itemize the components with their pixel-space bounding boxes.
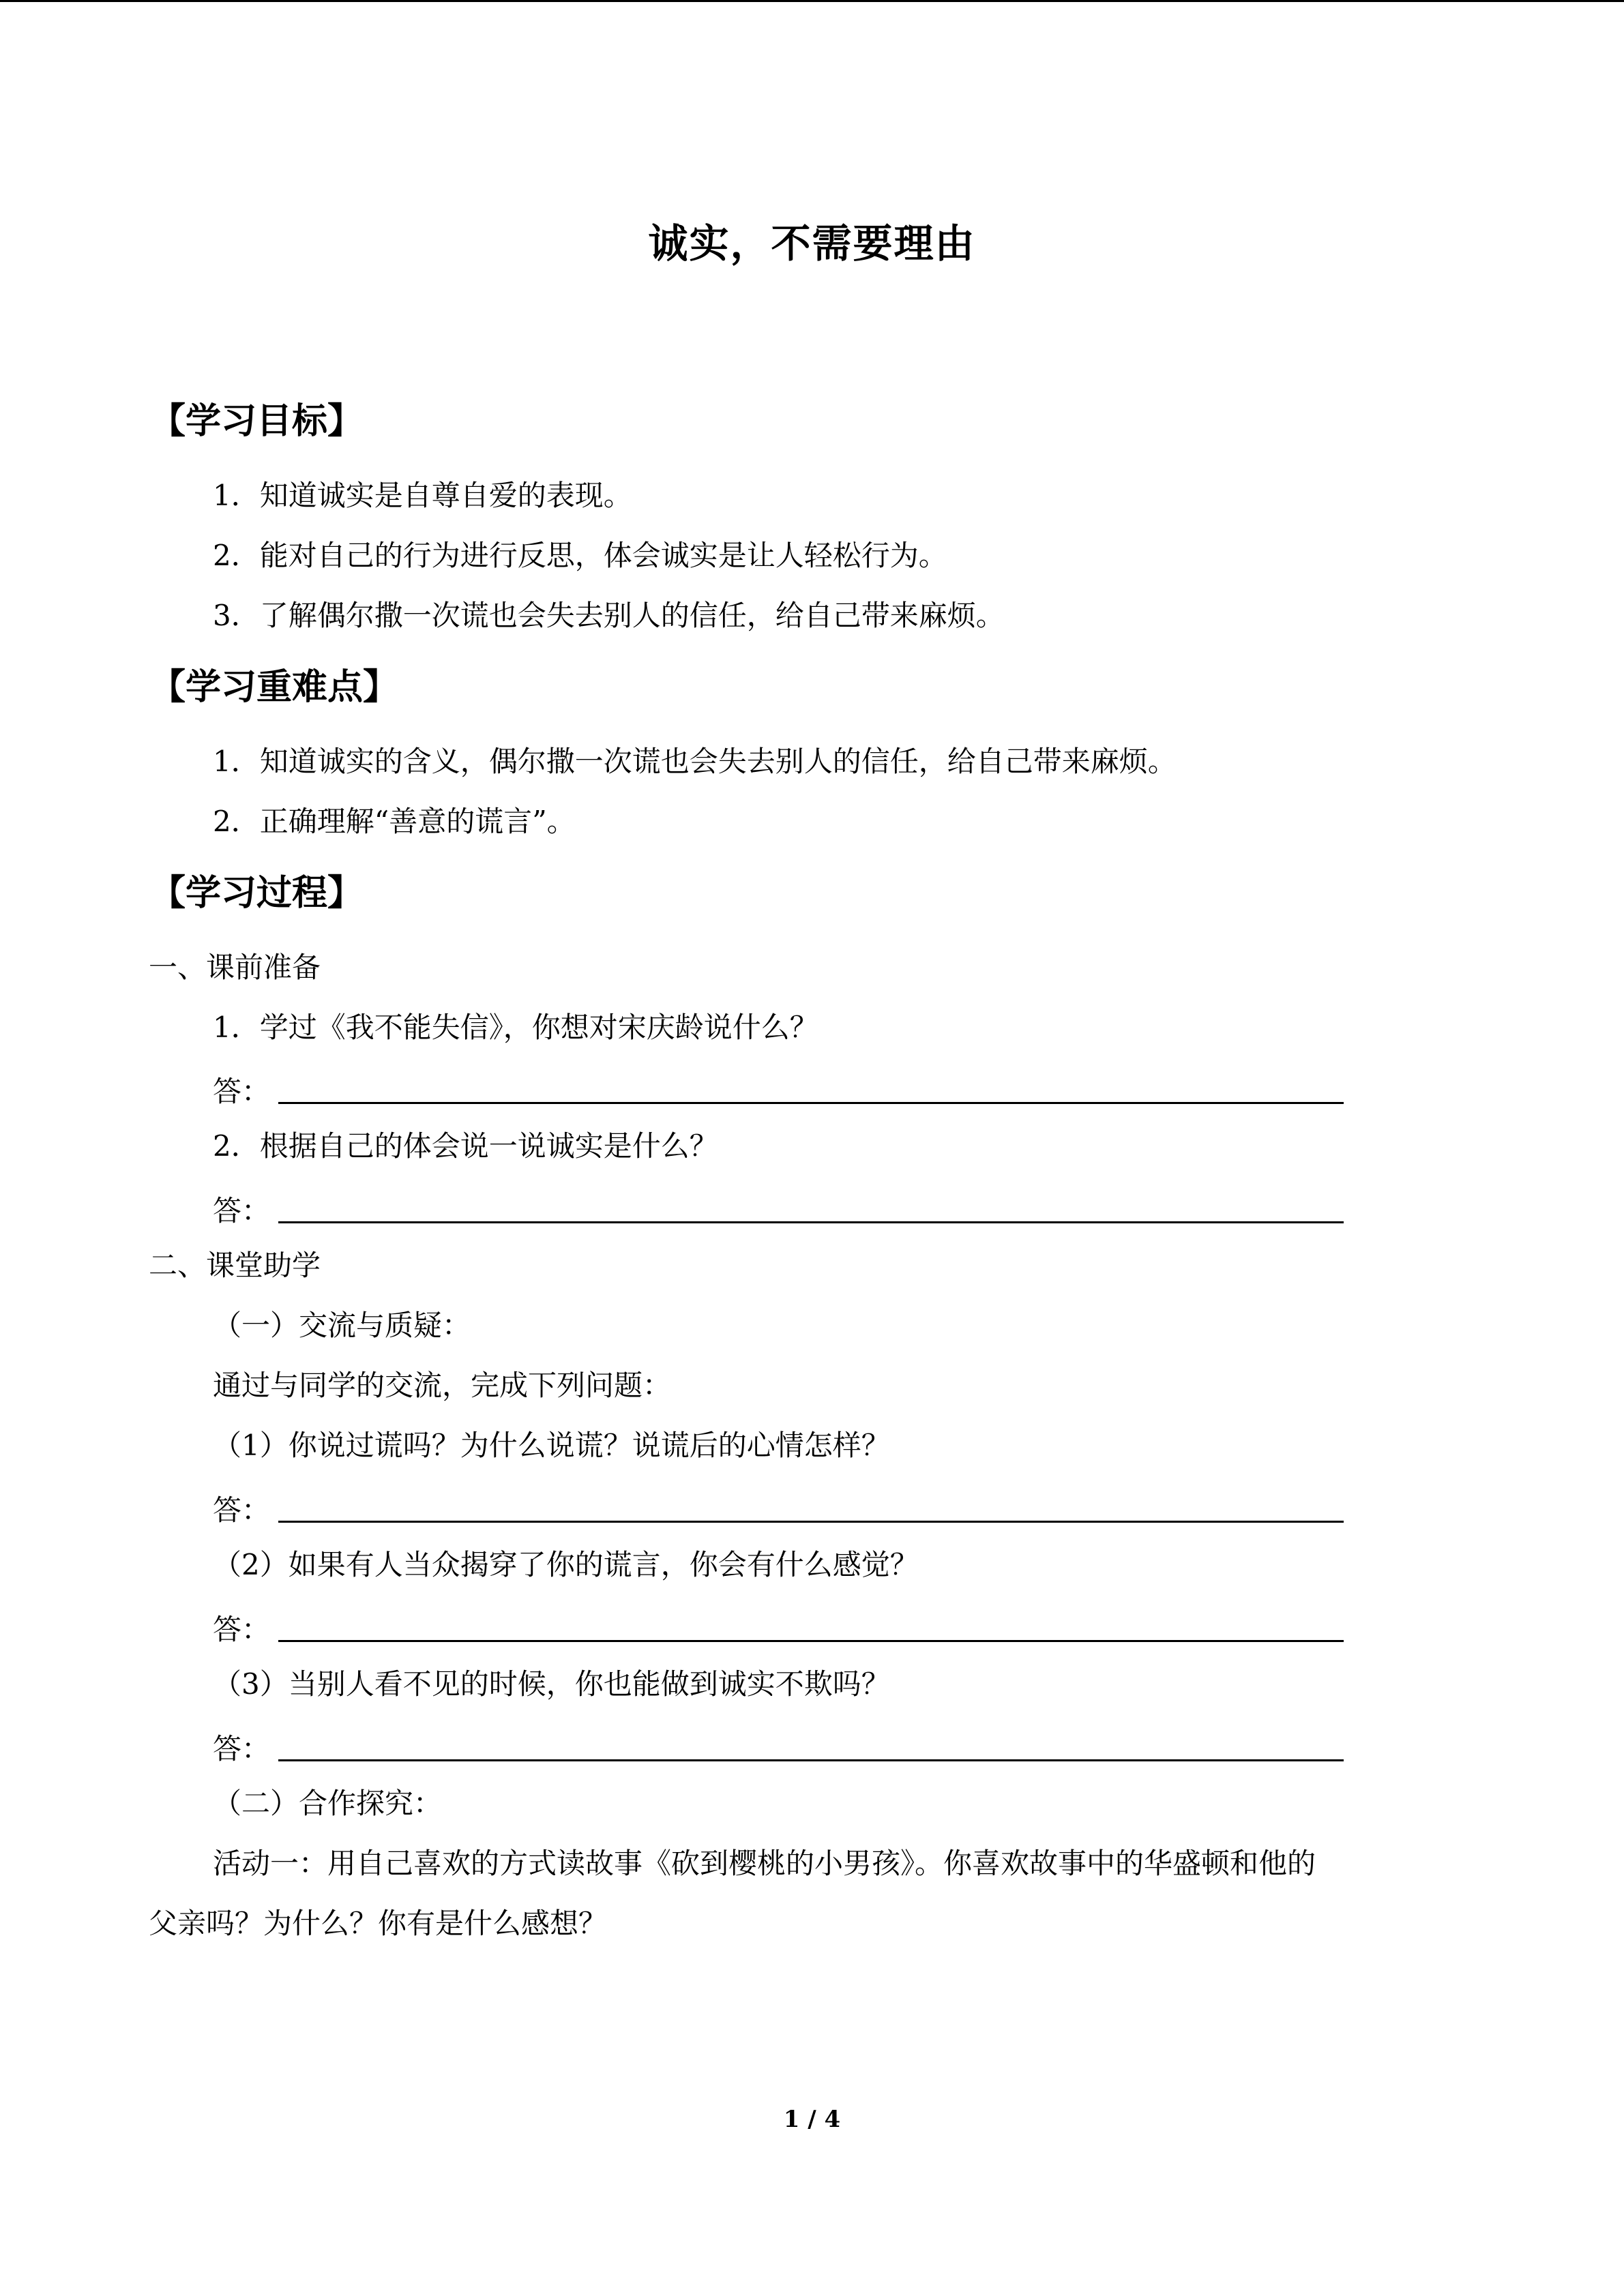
section-heading-goals: 【学习目标】 (150, 401, 364, 442)
section-heading-key-points: 【学习重难点】 (150, 667, 399, 708)
goal-item: 1．知道诚实是自尊自爱的表现。 (213, 479, 632, 512)
answer-row (213, 1189, 1345, 1227)
answer-blank[interactable] (278, 1221, 1344, 1223)
answer-row (213, 1727, 1345, 1765)
answer-row (213, 1607, 1345, 1645)
key-point-item: 2．正确理解“善意的谎言”。 (213, 805, 576, 838)
answer-label: 答： (213, 1194, 271, 1227)
part-title-preparation: 一、课前准备 (149, 951, 321, 984)
section-heading-process: 【学习过程】 (150, 873, 364, 914)
instruction: 通过与同学的交流，完成下列问题： (213, 1369, 672, 1402)
answer-blank[interactable] (278, 1102, 1344, 1104)
activity-text: 活动一：用自己喜欢的方式读故事《砍到樱桃的小男孩》。你喜欢故事中的华盛顿和他的 (213, 1847, 1316, 1880)
answer-blank[interactable] (278, 1759, 1344, 1761)
question: 1．学过《我不能失信》，你想对宋庆龄说什么？ (213, 1011, 818, 1044)
subsection-title: （二）合作探究： (213, 1787, 443, 1820)
part-title-classroom: 二、课堂助学 (149, 1249, 321, 1282)
page-number: 1 / 4 (783, 2106, 841, 2133)
question: 2．根据自己的体会说一说诚实是什么？ (213, 1129, 718, 1163)
key-point-item: 1．知道诚实的含义，偶尔撒一次谎也会失去别人的信任，给自己带来麻烦。 (213, 745, 1177, 778)
question: （2）如果有人当众揭穿了你的谎言，你会有什么感觉？ (213, 1548, 919, 1581)
answer-label: 答： (213, 1493, 271, 1527)
answer-row (213, 1069, 1345, 1107)
answer-blank[interactable] (278, 1521, 1344, 1523)
answer-label: 答： (213, 1075, 271, 1108)
goal-item: 2．能对自己的行为进行反思，体会诚实是让人轻松行为。 (213, 539, 947, 572)
subsection-title: （一）交流与质疑： (213, 1309, 471, 1342)
answer-blank[interactable] (278, 1640, 1344, 1642)
question: （1）你说过谎吗？为什么说谎？说谎后的心情怎样？ (213, 1429, 890, 1462)
activity-text: 父亲吗？为什么？你有是什么感想？ (149, 1907, 608, 1940)
top-border (0, 0, 1624, 2)
answer-label: 答： (213, 1732, 271, 1765)
answer-row (213, 1488, 1345, 1526)
goal-item: 3．了解偶尔撒一次谎也会失去别人的信任，给自己带来麻烦。 (213, 599, 1005, 632)
question: （3）当别人看不见的时候，你也能做到诚实不欺吗？ (213, 1667, 890, 1701)
answer-label: 答： (213, 1613, 271, 1646)
page-title: 诚实，不需要理由 (648, 220, 976, 267)
